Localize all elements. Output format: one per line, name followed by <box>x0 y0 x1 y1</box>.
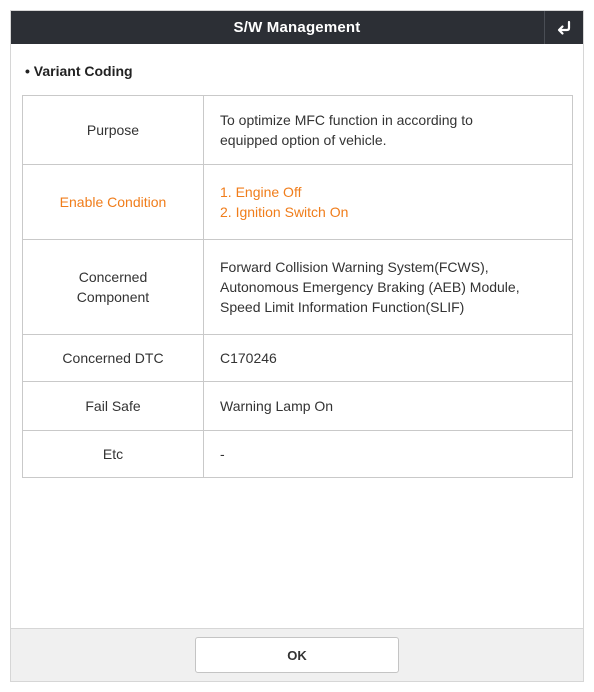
value-line: equipped option of vehicle. <box>220 132 387 148</box>
row-label <box>23 240 204 335</box>
value-line: To optimize MFC function in according to <box>220 112 473 128</box>
value-line: Forward Collision Warning System(FCWS), <box>220 259 489 275</box>
table-row-fail-safe <box>23 382 573 431</box>
row-value <box>204 96 573 165</box>
value-line: Warning Lamp On <box>220 398 334 414</box>
row-label: Concerned DTC <box>23 335 204 382</box>
value-line: C170246 <box>220 350 277 366</box>
title-bar <box>11 11 583 44</box>
value-line: - <box>220 446 225 462</box>
row-value <box>204 335 573 382</box>
ok-button[interactable]: OK <box>195 637 399 673</box>
info-table <box>22 95 573 478</box>
dialog-title: S/W Management <box>233 19 361 36</box>
back-button[interactable] <box>544 11 583 44</box>
label-line: Component <box>76 289 150 305</box>
row-value <box>204 431 573 478</box>
table-row-enable-condition <box>23 165 573 240</box>
value-line: Speed Limit Information Function(SLIF) <box>220 299 465 315</box>
row-label: Etc <box>23 431 204 478</box>
row-label: Purpose <box>23 96 204 165</box>
table-row-etc <box>23 431 573 478</box>
row-value <box>204 165 573 240</box>
value-line: 2. Ignition Switch On <box>220 204 349 220</box>
table-row-purpose <box>23 96 573 165</box>
row-value <box>204 382 573 431</box>
row-label: Enable Condition <box>23 165 204 240</box>
table-row-concerned-dtc <box>23 335 573 382</box>
section-heading: • Variant Coding <box>25 63 133 79</box>
row-value <box>204 240 573 335</box>
back-arrow-icon <box>556 20 572 36</box>
row-label: Fail Safe <box>23 382 204 431</box>
value-line: 1. Engine Off <box>220 184 302 200</box>
value-line: Autonomous Emergency Braking (AEB) Module, <box>220 279 520 295</box>
table-row-concerned-component <box>23 240 573 335</box>
dialog-footer <box>11 628 583 681</box>
label-line: Concerned <box>78 269 148 285</box>
sw-management-dialog <box>10 10 584 682</box>
